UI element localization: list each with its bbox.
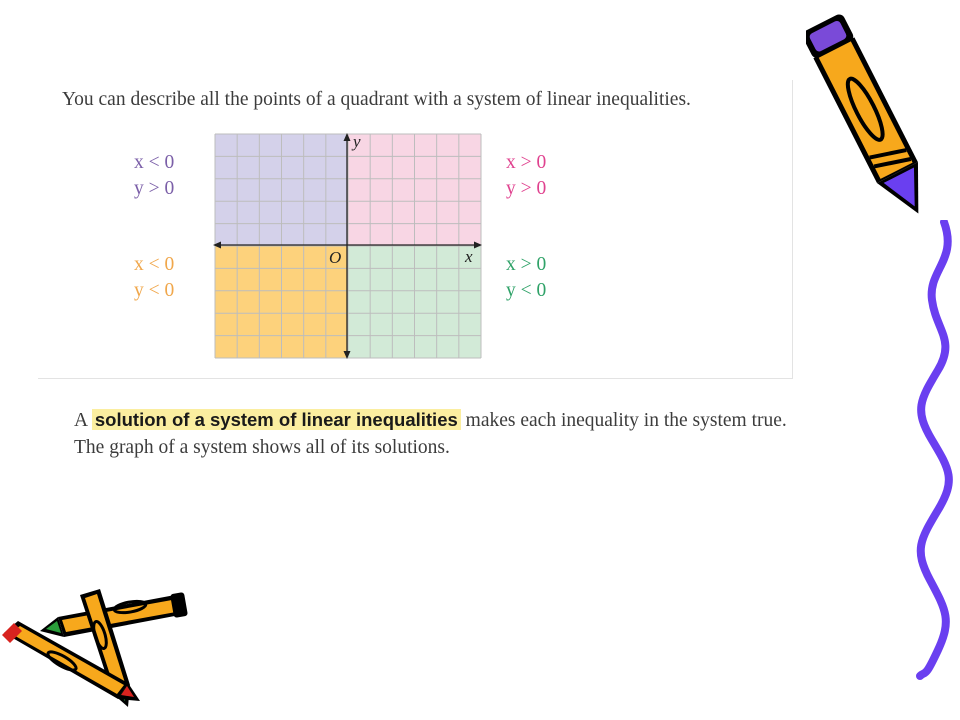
x-axis-label: x [465, 247, 473, 266]
quadrant-label-bottom-left [134, 252, 174, 304]
y-axis-label: y [353, 132, 361, 151]
definition-prefix: A [74, 410, 88, 431]
inequality-x: x > 0 [506, 152, 547, 173]
inequality-x: x < 0 [134, 152, 175, 173]
squiggle-line [908, 220, 960, 680]
inequality-y: y > 0 [506, 178, 547, 199]
inequality-y: y < 0 [134, 280, 175, 301]
definition-text [74, 406, 794, 461]
quadrant-label-bottom-right [506, 252, 546, 304]
quadrant-graph [211, 132, 483, 360]
definition-rest: makes each inequality in the system true. The graph of a system shows all of its solutions. [74, 410, 787, 458]
origin-label: O [329, 248, 342, 267]
quadrant-label-top-left [134, 150, 174, 202]
figure-panel [38, 80, 793, 379]
crayon-icon [0, 575, 200, 715]
inequality-x: x < 0 [134, 254, 175, 275]
highlighted-term: solution of a system of linear inequalities [92, 409, 461, 430]
intro-text: You can describe all the points of a quadrant with a system of linear inequalities. [62, 89, 691, 110]
inequality-y: y > 0 [134, 178, 175, 199]
pencil-icon [806, 0, 946, 230]
inequality-x: x > 0 [506, 254, 547, 275]
quadrant-label-top-right [506, 150, 546, 202]
inequality-y: y < 0 [506, 280, 547, 301]
